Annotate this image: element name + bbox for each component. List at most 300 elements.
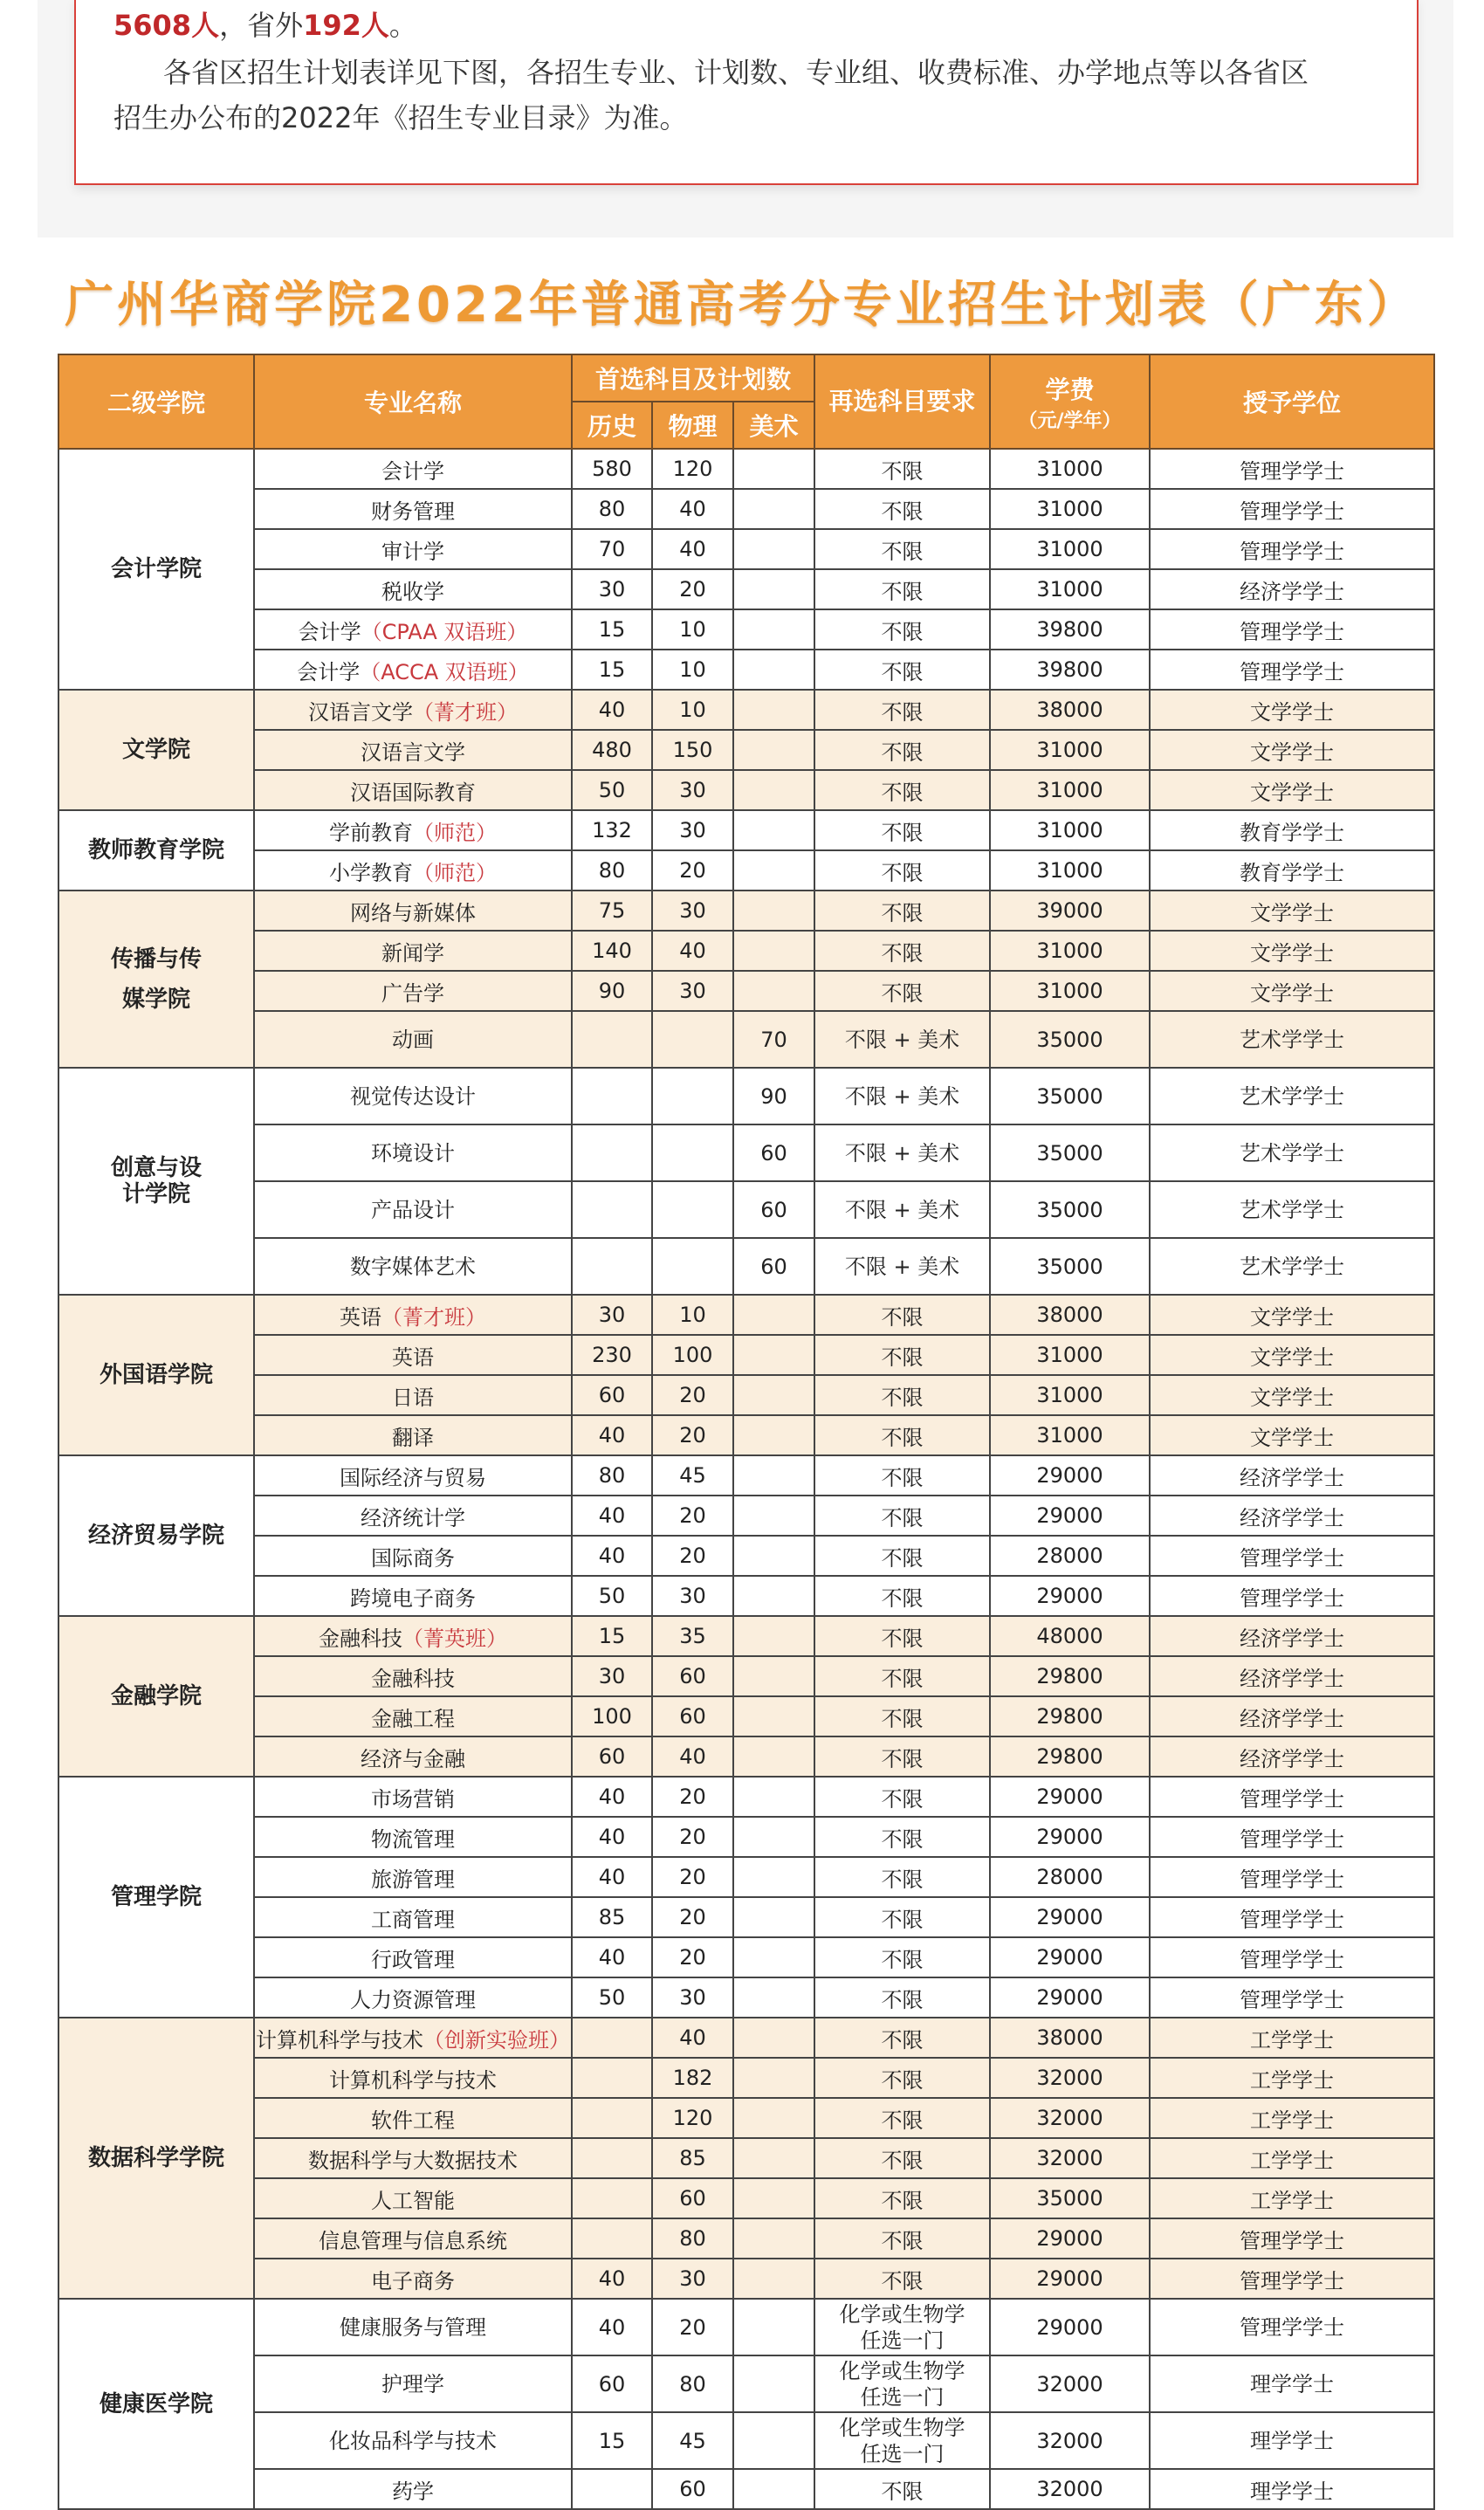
table-row [58,1181,1434,1238]
history-cell: 80 [572,1455,652,1496]
fee-cell: 28000 [990,1536,1150,1576]
degree-cell: 管理学学士 [1150,1977,1434,2018]
art-cell [733,1817,814,1857]
history-cell: 80 [572,850,652,891]
table-row [58,931,1434,971]
degree-cell: 经济学学士 [1150,1656,1434,1696]
major-name: 环境设计 [371,1140,455,1166]
intro-box [74,0,1419,185]
major-name: 会计学 [297,659,361,684]
header-major: 专业名称 [254,354,572,449]
history-cell: 40 [572,1817,652,1857]
major-name: 电子商务 [371,2268,455,2293]
physics-cell: 30 [652,971,733,1011]
art-cell [733,1335,814,1375]
fee-cell: 39800 [990,650,1150,690]
fee-cell: 38000 [990,1295,1150,1335]
table-row [58,609,1434,650]
major-name: 英语 [392,1344,434,1370]
history-cell: 75 [572,891,652,931]
art-cell [733,690,814,730]
degree-cell: 管理学学士 [1150,2259,1434,2299]
header-fee-label: 学费 [1045,375,1095,404]
requirement-cell: 不限 + 美术 [814,1238,990,1295]
table-row [58,529,1434,569]
art-cell [733,2218,814,2259]
major-name: 跨境电子商务 [350,1585,476,1611]
physics-cell: 20 [652,1496,733,1536]
table-row [58,449,1434,489]
requirement-cell: 不限 [814,690,990,730]
requirement-cell: 不限 [814,931,990,971]
history-cell [572,1181,652,1238]
major-cell [254,810,572,850]
table-row [58,730,1434,770]
table-row [58,2178,1434,2218]
art-cell: 90 [733,1068,814,1124]
table-row [58,489,1434,529]
physics-cell [652,1181,733,1238]
art-cell [733,569,814,609]
physics-cell [652,1124,733,1181]
degree-cell: 管理学学士 [1150,1777,1434,1817]
physics-cell: 10 [652,690,733,730]
physics-cell [652,1238,733,1295]
degree-cell: 管理学学士 [1150,1576,1434,1616]
history-cell [572,1068,652,1124]
physics-cell: 20 [652,1777,733,1817]
fee-cell: 35000 [990,1068,1150,1124]
header-college: 二级学院 [58,354,254,449]
art-cell [733,810,814,850]
requirement-cell: 不限 [814,850,990,891]
history-cell: 85 [572,1897,652,1937]
history-cell: 40 [572,1496,652,1536]
header-degree: 授予学位 [1150,354,1434,449]
art-cell [733,2355,814,2412]
major-name: 会计学 [298,619,361,644]
history-cell: 50 [572,770,652,810]
art-cell [733,1777,814,1817]
degree-cell: 管理学学士 [1150,449,1434,489]
art-cell [733,1536,814,1576]
fee-cell: 29000 [990,1777,1150,1817]
degree-cell: 工学学士 [1150,2058,1434,2098]
fee-cell: 35000 [990,1238,1150,1295]
major-name: 翻译 [392,1425,434,1450]
header-requirement: 再选科目要求 [814,354,990,449]
college-cell: 传播与传媒学院 [58,891,254,1068]
table-row [58,1455,1434,1496]
requirement-cell: 不限 [814,1536,990,1576]
degree-cell: 管理学学士 [1150,489,1434,529]
physics-cell [652,1068,733,1124]
physics-cell: 100 [652,1335,733,1375]
history-cell [572,2469,652,2509]
college-cell: 教师教育学院 [58,810,254,891]
major-name: 税收学 [381,579,444,604]
physics-cell: 10 [652,1295,733,1335]
table-row [58,1415,1434,1455]
art-cell [733,2098,814,2138]
major-cell [254,449,572,489]
physics-cell: 40 [652,2018,733,2058]
history-cell [572,2138,652,2178]
major-name: 护理学 [381,2371,444,2397]
fee-cell: 31000 [990,931,1150,971]
table-row [58,770,1434,810]
major-cell [254,1295,572,1335]
art-cell [733,850,814,891]
history-cell [572,1011,652,1068]
requirement-cell: 不限 [814,1375,990,1415]
major-cell [254,770,572,810]
college-cell: 经济贸易学院 [58,1455,254,1616]
major-class-tag: （菁才班） [381,1304,486,1330]
requirement-cell: 不限 [814,529,990,569]
history-cell: 40 [572,1857,652,1897]
major-cell [254,971,572,1011]
major-name: 财务管理 [371,499,455,524]
major-name: 人力资源管理 [350,1987,476,2012]
physics-cell: 20 [652,850,733,891]
physics-cell: 60 [652,2178,733,2218]
table-row [58,1937,1434,1977]
requirement-cell: 化学或生物学任选一门 [814,2355,990,2412]
degree-cell: 管理学学士 [1150,1937,1434,1977]
requirement-cell: 不限 [814,1736,990,1777]
art-cell [733,1616,814,1656]
major-cell [254,2355,572,2412]
table-row [58,1496,1434,1536]
major-cell [254,891,572,931]
major-cell [254,2178,572,2218]
degree-cell: 文学学士 [1150,770,1434,810]
history-cell [572,2098,652,2138]
degree-cell: 理学学士 [1150,2412,1434,2469]
fee-cell: 38000 [990,690,1150,730]
requirement-cell: 不限 [814,2018,990,2058]
history-cell: 50 [572,1977,652,2018]
table-row [58,1857,1434,1897]
fee-cell: 29000 [990,2218,1150,2259]
physics-cell: 30 [652,1977,733,2018]
fee-cell: 28000 [990,1857,1150,1897]
major-cell [254,2299,572,2355]
fee-cell: 29000 [990,2299,1150,2355]
art-cell: 70 [733,1011,814,1068]
major-name: 金融工程 [371,1706,455,1731]
art-cell [733,2469,814,2509]
degree-cell: 工学学士 [1150,2178,1434,2218]
fee-cell: 31000 [990,1335,1150,1375]
college-cell: 金融学院 [58,1616,254,1777]
table-row [58,2469,1434,2509]
history-cell: 60 [572,1375,652,1415]
table-row [58,1897,1434,1937]
requirement-cell: 不限 [814,1817,990,1857]
history-cell: 15 [572,1616,652,1656]
fee-cell: 29000 [990,1897,1150,1937]
art-cell [733,1576,814,1616]
requirement-cell: 不限 [814,489,990,529]
major-name: 软件工程 [371,2108,455,2133]
history-cell [572,2018,652,2058]
major-class-tag: （菁英班） [402,1626,507,1651]
major-name: 英语 [340,1304,381,1330]
fee-cell: 29000 [990,1977,1150,2018]
degree-cell: 艺术学学士 [1150,1181,1434,1238]
fee-cell: 31000 [990,810,1150,850]
table-row [58,1696,1434,1736]
major-cell [254,1736,572,1777]
art-cell [733,1857,814,1897]
major-name: 金融科技 [319,1626,402,1651]
art-cell [733,971,814,1011]
major-cell [254,609,572,650]
requirement-cell: 不限 [814,1335,990,1375]
major-cell [254,2259,572,2299]
degree-cell: 文学学士 [1150,1335,1434,1375]
major-class-tag: （师范） [413,860,497,885]
history-cell [572,2218,652,2259]
major-name: 审计学 [381,539,444,564]
major-cell [254,1011,572,1068]
major-name: 会计学 [381,458,444,484]
art-cell [733,931,814,971]
major-cell [254,1777,572,1817]
art-cell [733,650,814,690]
major-cell [254,529,572,569]
table-row [58,1656,1434,1696]
physics-cell: 85 [652,2138,733,2178]
physics-cell: 40 [652,1736,733,1777]
fee-cell: 29000 [990,1455,1150,1496]
physics-cell: 10 [652,650,733,690]
major-cell [254,1335,572,1375]
major-name: 国际经济与贸易 [340,1465,486,1490]
table-row [58,1335,1434,1375]
header-fee [990,354,1150,449]
requirement-cell: 不限 [814,609,990,650]
degree-cell: 文学学士 [1150,730,1434,770]
history-cell: 40 [572,2259,652,2299]
physics-cell: 30 [652,770,733,810]
requirement-cell: 不限 [814,569,990,609]
header-fee-unit: （元/学年） [1018,409,1122,432]
requirement-cell: 不限 [814,449,990,489]
major-name: 小学教育 [329,860,413,885]
major-class-tag: （ACCA 双语班） [360,659,529,684]
major-name: 经济与金融 [361,1746,465,1771]
fee-cell: 31000 [990,569,1150,609]
history-cell: 580 [572,449,652,489]
major-cell [254,850,572,891]
major-name: 产品设计 [371,1197,455,1222]
history-cell: 40 [572,2299,652,2355]
requirement-cell: 不限 + 美术 [814,1068,990,1124]
major-cell [254,1496,572,1536]
requirement-cell: 不限 [814,2218,990,2259]
major-name: 行政管理 [371,1947,455,1972]
art-cell [733,2412,814,2469]
major-cell [254,1455,572,1496]
table-row [58,690,1434,730]
requirement-cell: 不限 [814,1455,990,1496]
physics-cell: 35 [652,1616,733,1656]
table-row [58,650,1434,690]
art-cell [733,1295,814,1335]
physics-cell: 182 [652,2058,733,2098]
requirement-cell: 不限 [814,1496,990,1536]
major-class-tag: （CPAA 双语班） [361,619,528,644]
degree-cell: 教育学学士 [1150,810,1434,850]
major-cell [254,2058,572,2098]
table-row [58,2259,1434,2299]
physics-cell: 10 [652,609,733,650]
intro-line-1 [113,3,417,44]
history-cell: 30 [572,569,652,609]
physics-cell: 20 [652,1817,733,1857]
degree-cell: 艺术学学士 [1150,1238,1434,1295]
art-cell: 60 [733,1181,814,1238]
requirement-cell: 不限 [814,1777,990,1817]
art-cell [733,489,814,529]
major-cell [254,1068,572,1124]
table-row [58,1238,1434,1295]
major-name: 计算机科学与技术 [329,2067,497,2093]
requirement-cell: 化学或生物学任选一门 [814,2299,990,2355]
degree-cell: 管理学学士 [1150,650,1434,690]
major-cell [254,1576,572,1616]
physics-cell: 20 [652,1375,733,1415]
major-name: 金融科技 [371,1666,455,1691]
art-cell [733,609,814,650]
major-cell [254,1536,572,1576]
requirement-cell: 不限 [814,971,990,1011]
fee-cell: 32000 [990,2469,1150,2509]
table-row [58,891,1434,931]
table-row [58,1375,1434,1415]
fee-cell: 31000 [990,850,1150,891]
degree-cell: 工学学士 [1150,2018,1434,2058]
major-name: 经济统计学 [361,1505,465,1530]
fee-cell: 31000 [990,730,1150,770]
art-cell [733,2018,814,2058]
physics-cell: 80 [652,2218,733,2259]
physics-cell: 30 [652,2259,733,2299]
art-cell [733,1496,814,1536]
major-cell [254,489,572,529]
fee-cell: 35000 [990,1011,1150,1068]
college-cell: 创意与设计学院 [58,1068,254,1295]
major-name: 广告学 [381,980,444,1006]
history-cell: 140 [572,931,652,971]
fee-cell: 38000 [990,2018,1150,2058]
physics-cell: 80 [652,2355,733,2412]
major-cell [254,1897,572,1937]
table-row [58,1817,1434,1857]
college-cell: 会计学院 [58,449,254,690]
history-cell [572,1238,652,1295]
degree-cell: 经济学学士 [1150,1696,1434,1736]
table-row [58,1536,1434,1576]
major-name: 国际商务 [371,1545,455,1571]
major-name: 化妆品科学与技术 [329,2428,497,2453]
major-cell [254,1696,572,1736]
header-history: 历史 [572,402,652,449]
major-cell [254,1817,572,1857]
major-class-tag: （创新实验班） [423,2027,570,2053]
major-cell [254,1238,572,1295]
requirement-cell: 不限 [814,1857,990,1897]
degree-cell: 管理学学士 [1150,609,1434,650]
requirement-cell: 不限 [814,1576,990,1616]
major-name: 数字媒体艺术 [350,1254,476,1279]
major-name: 市场营销 [371,1786,455,1812]
fee-cell: 29000 [990,1496,1150,1536]
history-cell: 40 [572,690,652,730]
degree-cell: 管理学学士 [1150,1817,1434,1857]
history-cell: 40 [572,1415,652,1455]
intro-sep: ，省外 [219,9,304,42]
physics-cell: 45 [652,1455,733,1496]
requirement-cell: 不限 [814,2469,990,2509]
header-first-subject: 首选科目及计划数 [572,354,814,402]
art-cell [733,1415,814,1455]
major-name: 动画 [392,1027,434,1052]
fee-cell: 29000 [990,2259,1150,2299]
art-cell [733,1656,814,1696]
major-cell [254,690,572,730]
history-cell: 15 [572,609,652,650]
degree-cell: 文学学士 [1150,1415,1434,1455]
degree-cell: 经济学学士 [1150,1455,1434,1496]
requirement-cell: 不限 [814,770,990,810]
history-cell: 60 [572,2355,652,2412]
table-row [58,2355,1434,2412]
table-row [58,2138,1434,2178]
physics-cell: 20 [652,1415,733,1455]
major-cell [254,2469,572,2509]
requirement-cell: 不限 [814,1696,990,1736]
table-row [58,850,1434,891]
physics-cell: 30 [652,891,733,931]
degree-cell: 文学学士 [1150,690,1434,730]
fee-cell: 32000 [990,2098,1150,2138]
art-cell [733,770,814,810]
table-row [58,1736,1434,1777]
art-cell [733,2178,814,2218]
physics-cell [652,1011,733,1068]
degree-cell: 经济学学士 [1150,1496,1434,1536]
fee-cell: 35000 [990,1124,1150,1181]
physics-cell: 20 [652,1536,733,1576]
fee-cell: 29000 [990,1937,1150,1977]
history-cell [572,1124,652,1181]
fee-cell: 29000 [990,1576,1150,1616]
major-cell [254,1857,572,1897]
table-row [58,2299,1434,2355]
major-cell [254,650,572,690]
requirement-cell: 不限 [814,2138,990,2178]
requirement-cell: 不限 [814,1977,990,2018]
major-name: 学前教育 [329,820,413,845]
fee-cell: 31000 [990,529,1150,569]
out-province-count: 192人 [303,9,389,42]
fee-cell: 32000 [990,2138,1150,2178]
college-cell: 健康医学院 [58,2299,254,2509]
